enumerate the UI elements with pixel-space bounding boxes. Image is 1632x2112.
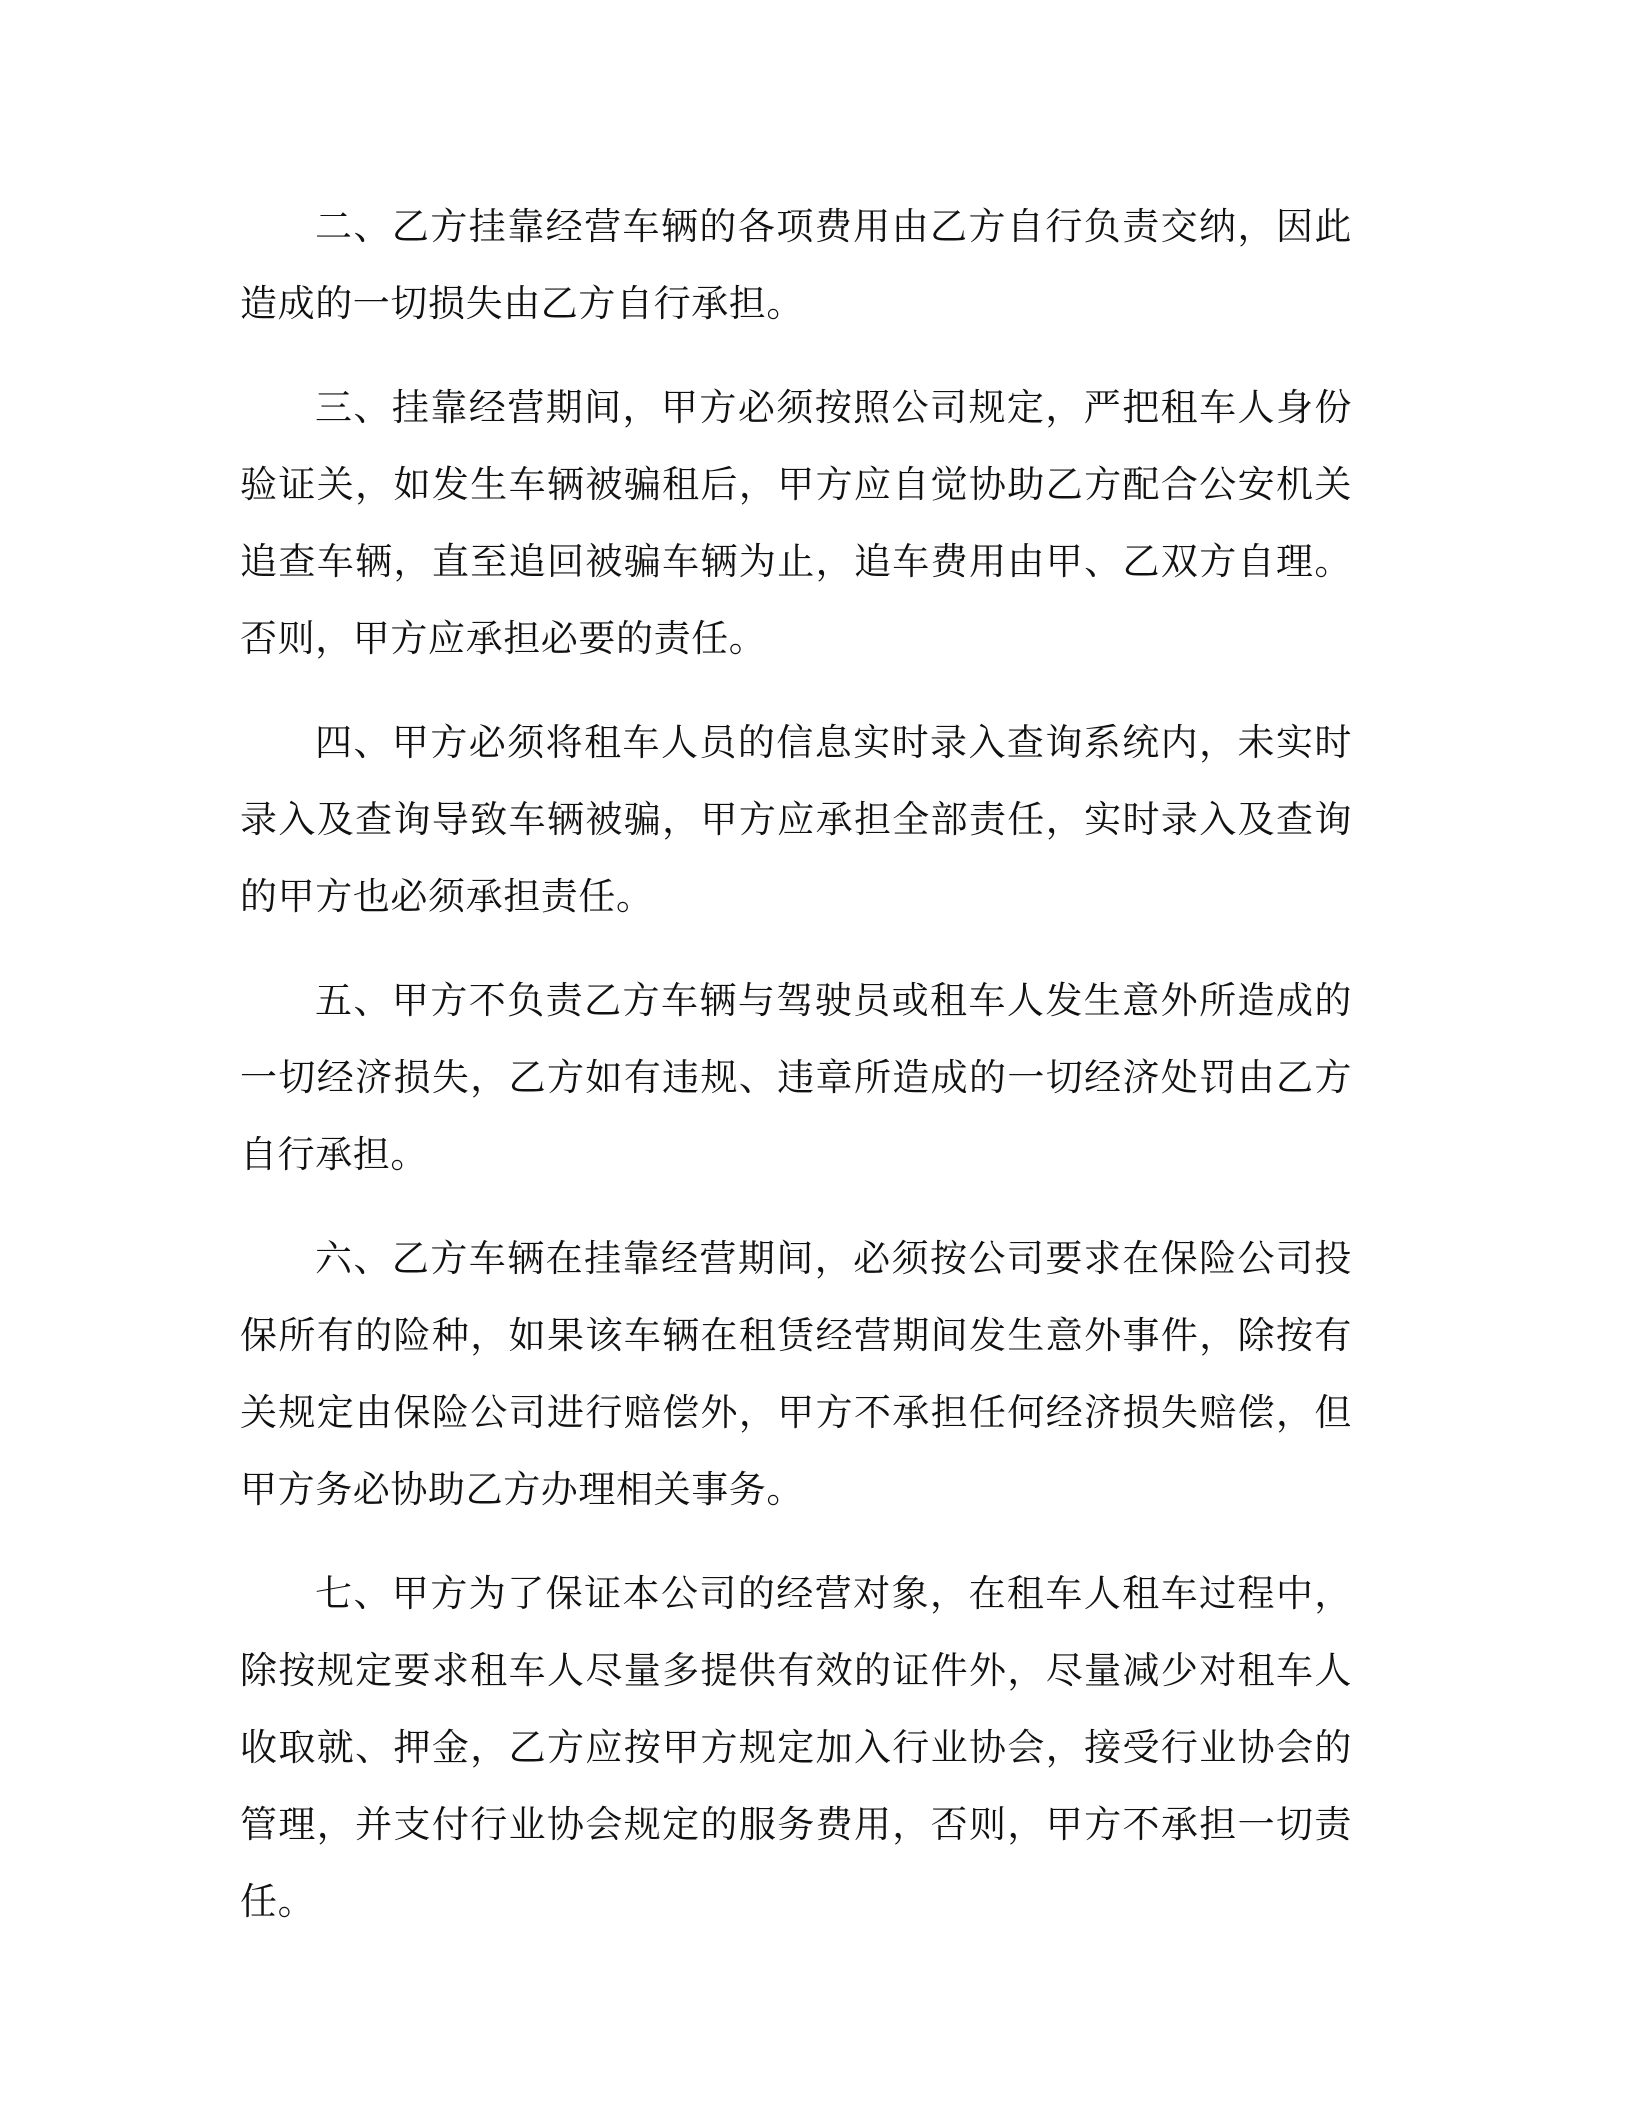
clause-4: 四、甲方必须将租车人员的信息实时录入查询系统内，未实时录入及查询导致车辆被骗，甲方应承担全部责任，实时录入及查询的甲方也必须承担责任。 [240, 721, 1352, 918]
clause-6: 六、乙方车辆在挂靠经营期间，必须按公司要求在保险公司投保所有的险种，如果该车辆在租赁经营期间发生意外事件，除按有关规定由保险公司进行赔偿外，甲方不承担任何经济损失赔偿，但甲方务必协助乙方办理相关事务。 [240, 1237, 1352, 1511]
clause-2: 二、乙方挂靠经营车辆的各项费用由乙方自行负责交纳，因此造成的一切损失由乙方自行承担。 [240, 205, 1352, 325]
document-body [240, 188, 1352, 1967]
clause-3: 三、挂靠经营期间，甲方必须按照公司规定，严把租车人身份验证关，如发生车辆被骗租后，甲方应自觉协助乙方配合公安机关追查车辆，直至追回被骗车辆为止，追车费用由甲、乙双方自理。否则，甲方应承担必要的责任。 [240, 386, 1352, 660]
clause-7: 七、甲方为了保证本公司的经营对象，在租车人租车过程中，除按规定要求租车人尽量多提供有效的证件外，尽量减少对租车人收取就、押金，乙方应按甲方规定加入行业协会，接受行业协会的管理，并支付行业协会规定的服务费用，否则，甲方不承担一切责任。 [240, 1572, 1352, 1923]
clause-5: 五、甲方不负责乙方车辆与驾驶员或租车人发生意外所造成的一切经济损失，乙方如有违规、违章所造成的一切经济处罚由乙方自行承担。 [240, 979, 1352, 1176]
